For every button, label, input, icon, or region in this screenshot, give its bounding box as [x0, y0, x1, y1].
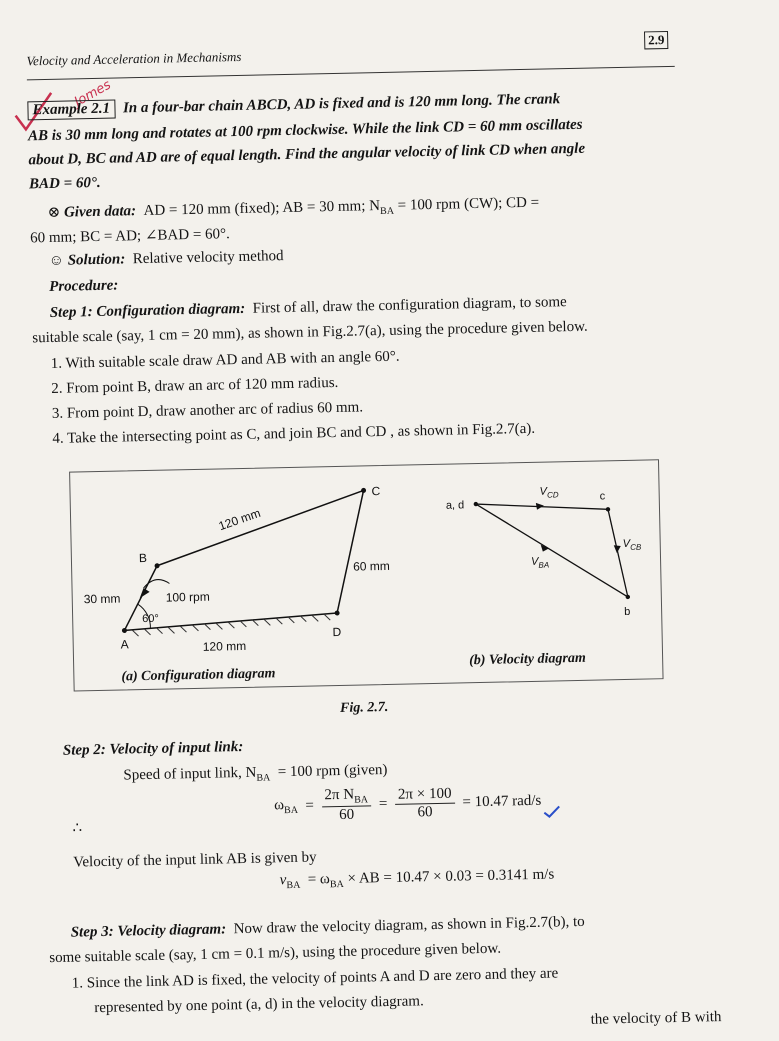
given-icon: ⊗: [47, 204, 65, 221]
speed-equation: Speed of input link, $N_{BA} = 100$ rpm (given): [123, 761, 388, 784]
page-number: 2.9: [644, 31, 669, 50]
omega-equation: $\omega_{BA}$ = $\frac{2\pi N_{BA}}{60}$ = $\frac{2\pi \times 100}{60}$ = 10.47 rad/s: [273, 785, 542, 824]
label-b: B: [138, 550, 148, 566]
example-statement-line-2: AB is 30 mm long and rotates at 100 rpm clockwise. While the link CD = 60 mm oscillates: [27, 116, 583, 145]
example-statement-line-1: Example 2.1 In a four-bar chain ABCD, AD is fixed and is 120 mm long. The crank: [27, 90, 560, 120]
rocker-cd: [335, 490, 367, 613]
label-angle: 60°: [142, 612, 159, 626]
configuration-diagram: [69, 465, 390, 689]
label-vcb: $V_{CB}$: [622, 537, 642, 552]
step3-item-1: 1. Since the link AD is fixed, the velocity of points A and D are zero and they are: [71, 965, 559, 992]
label-vcd: $V_{CD}$: [539, 485, 559, 500]
joint-d: [335, 610, 340, 615]
label-ab-length: 30 mm: [83, 591, 121, 607]
handwritten-note: Jomes: [72, 77, 114, 110]
handwritten-check-mark: [542, 804, 562, 818]
solution-icon: ☺: [48, 252, 68, 269]
step1-line-2: suitable scale (say, 1 cm = 20 mm), as shown in Fig.2.7(a), using the procedure given below.: [32, 318, 588, 347]
running-title: Velocity and Acceleration in Mechanisms: [26, 48, 242, 69]
example-statement-line-3: about D, BC and AD are of equal length. Find the angular velocity of link CD when angle: [28, 140, 586, 169]
label-a: A: [120, 637, 129, 652]
label-bc-length: 120 mm: [216, 505, 263, 534]
step3-line-2: some suitable scale (say, 1 cm = 0.1 m/s), using the procedure given below.: [49, 940, 502, 967]
label-ad-length: 120 mm: [202, 638, 247, 654]
label-ad-point: a, d: [445, 499, 465, 512]
example-statement-line-4: BAD = 60°.: [28, 174, 101, 193]
step1-line-1: Step 1: Configuration diagram: First of all, draw the configuration diagram, to some: [49, 294, 567, 321]
caption-configuration: (a) Configuration diagram: [121, 666, 276, 685]
label-c-point: c: [599, 490, 606, 503]
label-d: D: [332, 624, 342, 640]
caption-velocity: (b) Velocity diagram: [468, 650, 586, 669]
joint-a: [122, 628, 127, 633]
joint-b: [155, 563, 160, 568]
step1-item-1: 1. With suitable scale draw AD and AB with an angle 60°.: [50, 348, 400, 372]
label-c: C: [371, 484, 381, 499]
therefore-symbol: ∴: [72, 820, 83, 837]
label-vba: $V_{BA}$: [530, 555, 550, 570]
velocity-intro: Velocity of the input link AB is given by: [73, 849, 317, 871]
step1-item-3: 3. From point D, draw another arc of radius 60 mm.: [51, 399, 364, 422]
velocity-equation: $v_{BA} = \omega_{BA}$ × AB = 10.47 × 0.03 = 0.3141 m/s: [279, 866, 555, 892]
figure-caption: Fig. 2.7.: [339, 699, 389, 716]
label-cd-length: 60 mm: [352, 558, 390, 574]
procedure-label: Procedure:: [49, 277, 119, 295]
label-speed: 100 rpm: [165, 589, 210, 605]
given-data-line-1: ⊗ Given data: AD = 120 mm (fixed); AB = 30 mm; $N_{BA} = 100$ rpm (CW); CD =: [47, 194, 540, 221]
step3-item-1-cont: represented by one point (a, d) in the velocity diagram.: [94, 993, 424, 1017]
velocity-diagram: [429, 464, 653, 639]
step3-cut-line: the velocity of B with: [590, 1009, 722, 1028]
solution-line: ☺ Solution: Relative velocity method: [48, 248, 284, 269]
vector-vba: [476, 501, 628, 600]
example-label: Example 2.1: [27, 100, 115, 121]
label-b-point: b: [624, 605, 631, 618]
step3-line-1: Step 3: Velocity diagram: Now draw the velocity diagram, as shown in Fig.2.7(b), to: [70, 913, 585, 941]
joint-c: [361, 488, 366, 493]
coupler-bc: [156, 490, 365, 565]
vector-vcb: [608, 509, 628, 597]
step2-heading: Step 2: Velocity of input link:: [62, 738, 244, 759]
step1-item-4: 4. Take the intersecting point as C, and join BC and CD , as shown in Fig.2.7(a).: [52, 420, 536, 447]
step1-item-2: 2. From point B, draw an arc of 120 mm radius.: [51, 374, 339, 397]
given-data-line-2: 60 mm; BC = AD; ∠BAD = 60°.: [30, 226, 231, 247]
ground-hatch: [132, 614, 330, 636]
